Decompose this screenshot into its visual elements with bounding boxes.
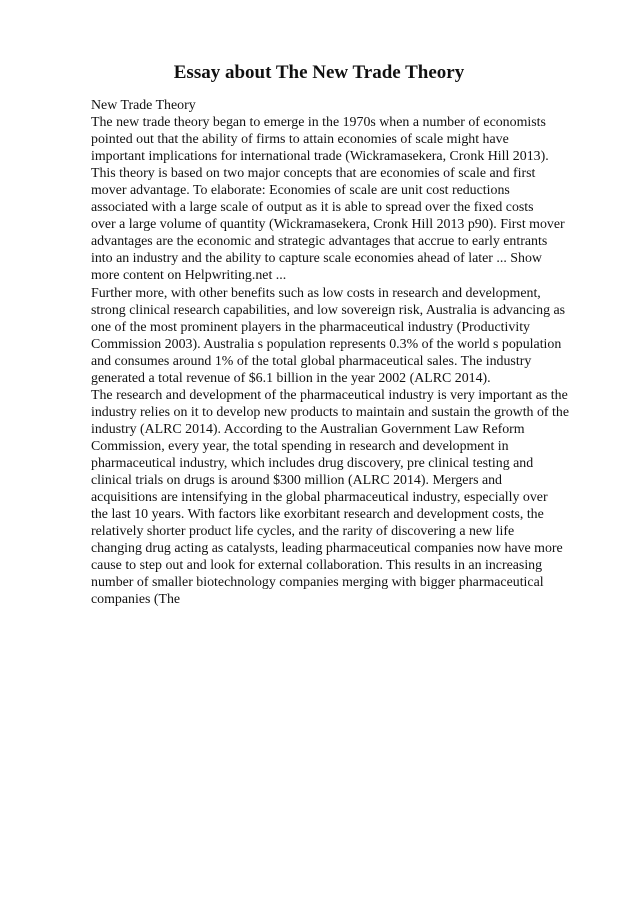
document-body	[91, 97, 601, 608]
text-line: the last 10 years. With factors like exorbitant research and development costs, the	[91, 507, 544, 523]
text-line: industry (ALRC 2014). According to the Australian Government Law Reform	[91, 421, 525, 437]
text-line: generated a total revenue of $6.1 billion in the year 2002 (ALRC 2014).	[91, 370, 491, 386]
text-line: important implications for international trade (Wickramasekera, Cronk Hill 2013).	[91, 149, 549, 165]
text-line: pharmaceutical industry, which includes drug discovery, pre clinical testing and	[91, 455, 534, 471]
text-line: mover advantage. To elaborate: Economies of scale are unit cost reductions	[91, 183, 510, 199]
text-line: Commission, every year, the total spending in research and development in	[91, 438, 509, 454]
text-line: relatively shorter product life cycles, and the rarity of discovering a new life	[91, 524, 515, 540]
text-line: associated with a large scale of output as it is able to spread over the fixed costs	[91, 200, 534, 216]
text-line: cause to step out and look for external collaboration. This results in an increasing	[91, 558, 543, 574]
text-line: New Trade Theory	[91, 98, 196, 113]
text-line: over a large volume of quantity (Wickramasekera, Cronk Hill 2013 p90). First mover	[91, 217, 565, 233]
document-title: Essay about The New Trade Theory	[173, 62, 465, 83]
show-more-link-line[interactable]: more content on Helpwriting.net ...	[91, 268, 287, 284]
text-line: and consumes around 1% of the total global pharmaceutical sales. The industry	[91, 353, 532, 369]
text-line: The new trade theory began to emerge in the 1970s when a number of economists	[91, 115, 546, 131]
text-line: pointed out that the ability of firms to attain economies of scale might have	[91, 132, 509, 148]
text-line: advantages are the economic and strategic advantages that accrue to early entrants	[91, 234, 548, 250]
text-line: industry relies on it to develop new products to maintain and sustain the growth of the	[91, 404, 569, 420]
text-line: acquisitions are intensifying in the global pharmaceutical industry, especially over	[91, 490, 548, 506]
text-line: one of the most prominent players in the pharmaceutical industry (Productivity	[91, 319, 530, 335]
text-line: changing drug acting as catalysts, leading pharmaceutical companies now have more	[91, 541, 563, 557]
text-line: number of smaller biotechnology companies merging with bigger pharmaceutical	[91, 575, 544, 591]
text-line: into an industry and the ability to capture scale economies ahead of later ... Show	[91, 251, 542, 267]
text-line: This theory is based on two major concepts that are economies of scale and first	[91, 166, 536, 182]
text-line: companies (The	[91, 592, 181, 608]
text-line: Further more, with other benefits such as low costs in research and development,	[91, 285, 541, 301]
text-line: strong clinical research capabilities, and low sovereign risk, Australia is advancing as	[91, 302, 566, 318]
text-line: Commission 2003). Australia s population represents 0.3% of the world s population	[91, 336, 562, 352]
text-line: The research and development of the pharmaceutical industry is very important as the	[91, 387, 568, 403]
text-line: clinical trials on drugs is around $300 million (ALRC 2014). Mergers and	[91, 473, 503, 489]
